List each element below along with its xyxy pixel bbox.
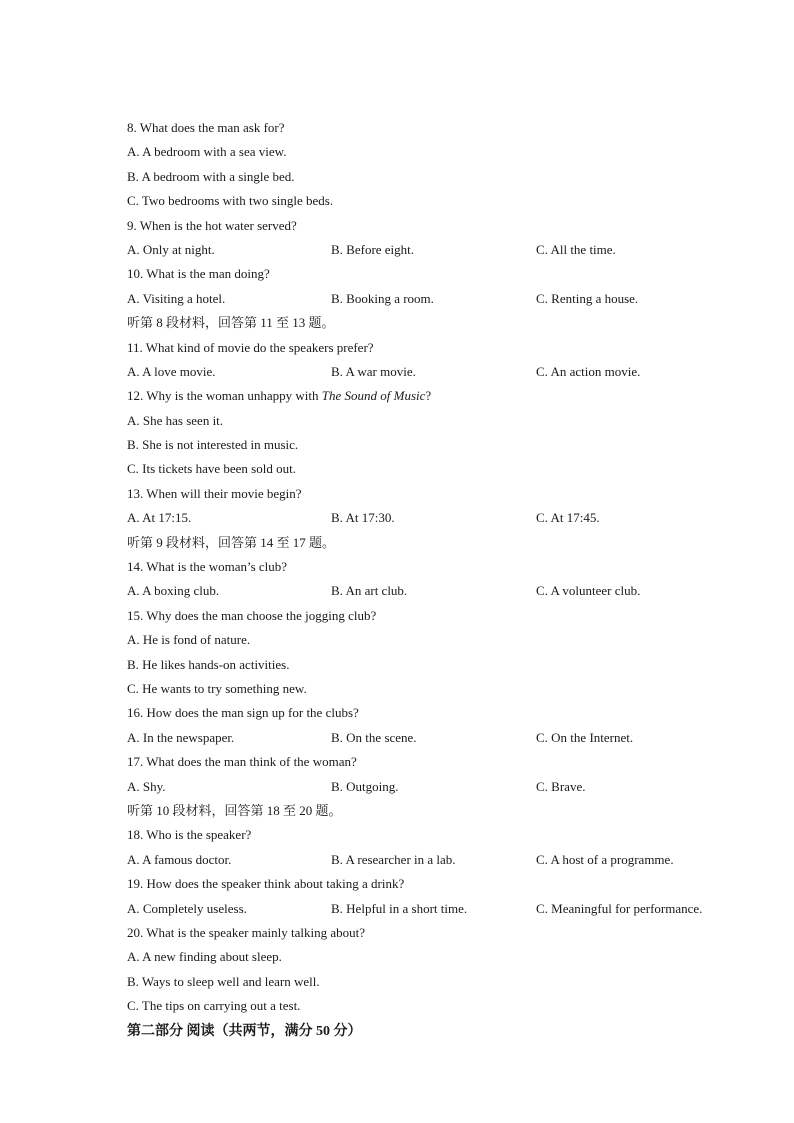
option-a: A. In the newspaper. [127,729,235,745]
options-row [127,775,747,799]
options-row [127,726,747,750]
title-italic: The Sound of Music [321,388,426,404]
question: 19. How does the speaker think about taking a drink? [127,876,405,892]
option-a: A. A boxing club. [127,583,220,599]
option-c: C. All the time. [536,241,616,257]
options-row [127,360,747,384]
option-b: B. Helpful in a short time. [331,900,468,916]
question [127,384,747,408]
question: 16. How does the man sign up for the clubs? [127,705,359,721]
option: B. A bedroom with a single bed. [127,168,295,184]
options-row [127,506,747,530]
option-c: C. Meaningful for performance. [536,900,703,916]
question-text: 12. Why is the woman unhappy with [127,388,322,404]
option: C. The tips on carrying out a test. [127,998,301,1014]
question: 9. When is the hot water served? [127,217,297,233]
instruction: 听第 8 段材料，回答第 11 至 13 题。 [127,315,335,331]
document-body [127,116,747,1040]
option: B. She is not interested in music. [127,437,299,453]
options-row [127,238,747,262]
question: 14. What is the woman’s club? [127,559,288,575]
option-b: B. Booking a room. [331,290,434,306]
option-a: A. At 17:15. [127,510,192,526]
option-c: C. Renting a house. [536,290,639,306]
options-row [127,287,747,311]
option-c: C. On the Internet. [536,729,634,745]
option-a: A. A love movie. [127,363,216,379]
option: B. He likes hands-on activities. [127,656,290,672]
question-end: ? [425,388,432,404]
option: C. Two bedrooms with two single beds. [127,193,334,209]
question: 18. Who is the speaker? [127,827,252,843]
option-a: A. A famous doctor. [127,851,232,867]
option-a: A. Only at night. [127,241,215,257]
option-b: B. At 17:30. [331,510,395,526]
option-b: B. On the scene. [331,729,417,745]
option: C. Its tickets have been sold out. [127,461,296,477]
option-b: B. An art club. [331,583,408,599]
question: 8. What does the man ask for? [127,120,285,135]
option-a: A. Visiting a hotel. [127,290,226,306]
option: A. A bedroom with a sea view. [127,144,287,160]
options-row [127,897,747,921]
option-b: B. A researcher in a lab. [331,851,456,867]
question: 10. What is the man doing? [127,266,270,282]
section-heading: 第二部分 阅读（共两节，满分 50 分） [127,1024,362,1040]
option-c: C. A volunteer club. [536,583,641,599]
options-row [127,579,747,603]
options-row [127,848,747,872]
option-c: C. A host of a programme. [536,851,674,867]
option: A. A new finding about sleep. [127,949,282,965]
option: A. He is fond of nature. [127,632,251,648]
question: 17. What does the man think of the woman? [127,754,357,770]
instruction: 听第 10 段材料，回答第 18 至 20 题。 [127,802,342,818]
option-c: C. At 17:45. [536,510,600,526]
option: C. He wants to try something new. [127,680,307,696]
option-b: B. Outgoing. [331,778,399,794]
question: 20. What is the speaker mainly talking about? [127,924,366,940]
question: 15. Why does the man choose the jogging club? [127,607,377,623]
option: B. Ways to sleep well and learn well. [127,973,320,989]
option-b: B. Before eight. [331,241,415,257]
option-c: C. Brave. [536,778,586,794]
option-a: A. Shy. [127,778,166,794]
instruction: 听第 9 段材料，回答第 14 至 17 题。 [127,534,336,550]
question: 11. What kind of movie do the speakers prefer? [127,339,374,355]
option-a: A. Completely useless. [127,900,247,916]
option: A. She has seen it. [127,412,224,428]
option-c: C. An action movie. [536,363,641,379]
option-b: B. A war movie. [331,363,416,379]
question: 13. When will their movie begin? [127,485,302,501]
